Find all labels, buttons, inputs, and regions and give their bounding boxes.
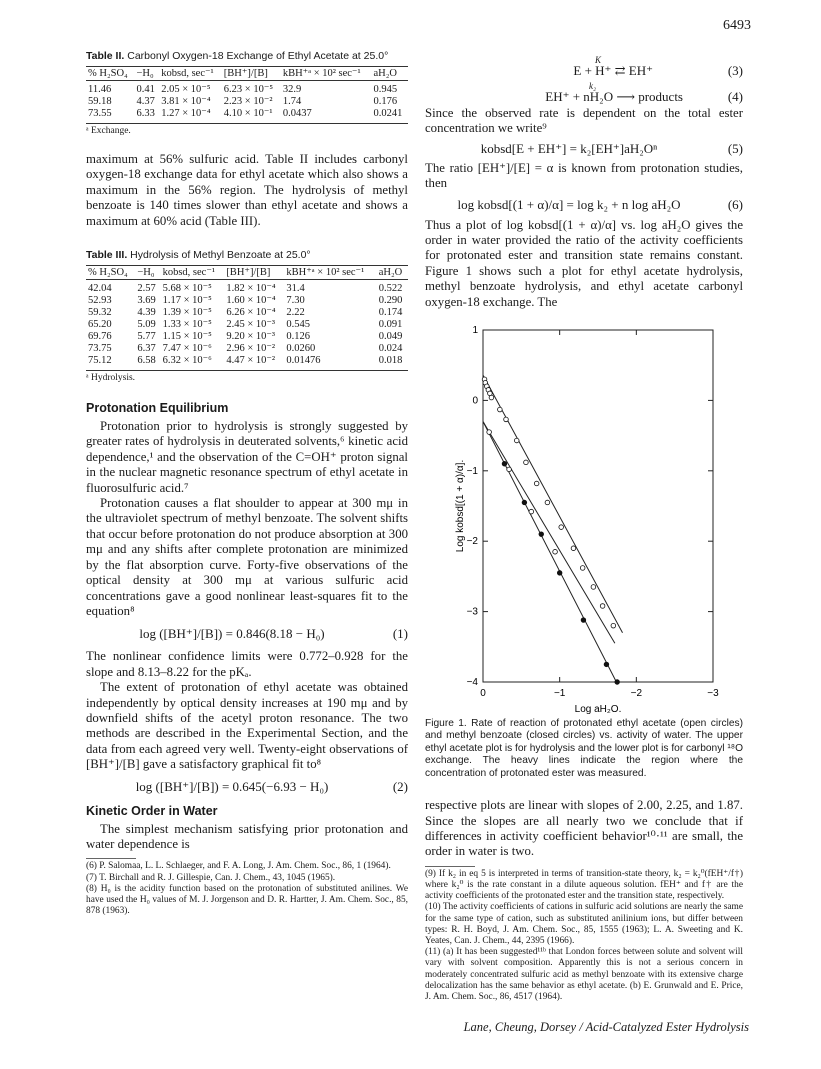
- equation-1: [86, 625, 408, 643]
- table-cell: 5.68 × 10⁻⁵: [162, 283, 212, 295]
- table-cell: 0.41: [136, 84, 155, 95]
- equation-3: [425, 55, 743, 80]
- figure-1: [425, 326, 743, 716]
- table-cell: 2.23 × 10⁻²: [223, 96, 273, 107]
- equation-1-text: log ([BH⁺]/[B]) = 0.846(8.18 − H₀): [139, 626, 325, 642]
- table2: [86, 66, 408, 124]
- table-cell: 59.32: [88, 307, 112, 319]
- table-cell: 7.47 × 10⁻⁶: [162, 343, 212, 355]
- table-cell: 52.93: [88, 295, 112, 307]
- table-cell: 0.0241: [372, 108, 409, 124]
- column-header: −H₀: [135, 266, 160, 280]
- y-tick-label: −2: [466, 536, 478, 548]
- paragraph-g: Since the observed rate is dependent on the total ester concentration we write⁹: [425, 106, 743, 136]
- paragraph-j: respective plots are linear with slopes of 2.00, 2.25, and 1.87. Since the slopes are all nearly two we conclude that if differences in activity coefficient behavior¹⁰·¹¹ are small, the order in water is two.: [425, 798, 743, 859]
- footnote-7: (7) T. Birchall and R. J. Gillespie, Can. J. Chem., 43, 1045 (1965).: [86, 872, 336, 883]
- table-cell: 6.37: [137, 343, 156, 355]
- equation-4-constant: k₂: [589, 81, 597, 91]
- y-tick-label: 0: [472, 395, 478, 407]
- open-point: [507, 467, 512, 472]
- column-header: aH₂O: [372, 67, 409, 81]
- table-row: [86, 343, 408, 355]
- table-cell: 75.12: [86, 355, 135, 371]
- table-cell: 0.176: [373, 96, 398, 107]
- table-cell: 4.37: [136, 96, 155, 107]
- column-header: kBH⁺ᵃ × 10² sec⁻¹: [281, 67, 372, 81]
- fit-line: [483, 422, 615, 644]
- open-point: [489, 395, 494, 400]
- open-point: [611, 623, 616, 628]
- column-header: % H₂SO₄: [86, 266, 135, 280]
- column-header: aH₂O: [377, 266, 408, 280]
- table-cell: 9.20 × 10⁻³: [226, 331, 276, 343]
- table-cell: 5.09: [137, 319, 156, 331]
- figure-1-caption: [425, 718, 743, 780]
- open-point: [514, 438, 519, 443]
- equation-5-text: kobsd[E + EH⁺] = k₂[EH⁺]aH₂Oⁿ: [480, 140, 658, 156]
- plot-frame: [483, 330, 713, 682]
- table-row: [86, 81, 408, 97]
- closed-point: [604, 662, 609, 667]
- figure-1-plot: [425, 326, 743, 716]
- table3: [86, 265, 408, 371]
- open-point: [591, 585, 596, 590]
- fit-line: [483, 422, 616, 682]
- table-cell: 11.46: [88, 84, 112, 95]
- equation-3-number: (3): [727, 63, 743, 78]
- table3-title: Hydrolysis of Methyl Benzoate at 25.0°: [130, 249, 311, 262]
- column-header: [BH⁺]/[B]: [224, 266, 284, 280]
- open-point: [498, 407, 503, 412]
- table-cell: 65.20: [88, 319, 112, 331]
- table-cell: 69.76: [88, 331, 112, 343]
- column-header: % H₂SO₄: [86, 67, 134, 81]
- column-header: kBH⁺ᵃ × 10² sec⁻¹: [284, 266, 376, 280]
- paragraph-a: maximum at 56% sulfuric acid. Table II includes carbonyl oxygen-18 exchange data for ethyl acetate which also shows a maximum in the 56% region. The hydrolysis of methyl benzoate is 140 times slower than ethyl acetate and shows a maximum at 60% acid (Table III).: [86, 152, 408, 228]
- equation-4-text: EH⁺ + nH₂O ⟶ products: [545, 89, 683, 104]
- closed-point: [539, 532, 544, 537]
- table-cell: 2.45 × 10⁻³: [226, 319, 276, 331]
- table-cell: 4.47 × 10⁻²: [224, 355, 284, 371]
- closed-point: [581, 618, 586, 623]
- figure-caption-label: Figure 1.: [425, 718, 467, 730]
- table-cell: 0.126: [286, 331, 311, 343]
- y-tick-label: −1: [466, 465, 478, 477]
- open-point: [487, 430, 492, 435]
- table-row: [86, 355, 408, 371]
- table-cell: 0.0437: [281, 108, 372, 124]
- y-tick-label: −3: [466, 606, 478, 618]
- x-tick-label: 0: [480, 688, 486, 700]
- table-cell: 7.30: [286, 295, 305, 307]
- open-point: [534, 481, 539, 486]
- table-row: [86, 307, 408, 319]
- table-cell: 3.69: [137, 295, 156, 307]
- table-cell: 0.091: [378, 319, 403, 331]
- table-cell: 1.82 × 10⁻⁴: [226, 283, 276, 295]
- table-cell: 4.39: [137, 307, 156, 319]
- table-cell: 0.0260: [286, 343, 316, 355]
- table-cell: 1.60 × 10⁻⁴: [226, 295, 276, 307]
- figure-caption-text: Rate of reaction of protonated ethyl acetate (open circles) and methyl benzoate (closed circles) vs. activity of water. The upper ethyl acetate plot is for hydrolysis and the lower plot is for carbonyl ¹⁸O exchange. The heavy lines indicate the region where the concentration of protonated ester was measured.: [425, 718, 743, 779]
- equation-5: [425, 140, 743, 158]
- section-heading-protonation: Protonation Equilibrium: [86, 401, 229, 416]
- table-cell: 1.17 × 10⁻⁵: [162, 295, 212, 307]
- open-point: [524, 460, 529, 465]
- equation-4-number: (4): [727, 89, 743, 104]
- table-cell: 0.545: [286, 319, 311, 331]
- x-axis-label: Log aH₂O.: [574, 704, 622, 716]
- closed-point: [615, 680, 620, 685]
- table-cell: 0.945: [373, 84, 398, 95]
- left-column: [86, 50, 408, 917]
- equation-4: [425, 81, 743, 106]
- table-cell: 32.9: [282, 84, 302, 95]
- table-row: [86, 108, 408, 124]
- equation-6-text: log kobsd[(1 + α)/α] = log k₂ + n log aH₂O: [457, 196, 681, 212]
- table-cell: 4.10 × 10⁻¹: [222, 108, 281, 124]
- equation-2-text: log ([BH⁺]/[B]) = 0.645(−6.93 − H₀): [135, 778, 329, 794]
- closed-point: [502, 462, 507, 467]
- x-tick-label: −3: [707, 688, 719, 700]
- x-tick-label: −2: [630, 688, 643, 700]
- equation-6-number: (6): [727, 196, 743, 212]
- table-cell: 0.01476: [284, 355, 376, 371]
- fit-line: [483, 375, 623, 633]
- open-point: [553, 550, 558, 555]
- table-cell: 31.4: [286, 283, 305, 295]
- table2-footnote: ᵃ Exchange.: [86, 126, 131, 136]
- paragraph-f: The simplest mechanism satisfying prior protonation and water dependence is: [86, 821, 408, 851]
- section-heading-kinetic: Kinetic Order in Water: [86, 803, 218, 818]
- table-cell: 73.75: [88, 343, 112, 355]
- equation-6: [425, 196, 743, 214]
- equation-2-number: (2): [392, 778, 408, 794]
- footnote-11: (11) (a) It has been suggested¹¹ᵇ that London forces between solute and solvent will vary with solvent composition. Apparently this is not a serious concern in moderately concentrated sulfuric acid as methyl benzoate with its extensive charge delocalization has the same behavior as ethyl acetate. (b) E. Grunwald and E. Price, J. Am. Chem. Soc., 86, 4517 (1964).: [425, 947, 743, 1002]
- closed-point: [522, 500, 527, 505]
- table-cell: 59.18: [88, 96, 112, 107]
- table-row: [86, 295, 408, 307]
- table-cell: 0.522: [378, 283, 403, 295]
- table-cell: 1.33 × 10⁻⁵: [162, 319, 212, 331]
- open-point: [580, 566, 585, 571]
- y-tick-label: 1: [472, 326, 478, 337]
- footnote-9: (9) If k₂ in eq 5 is interpreted in terms of transition-state theory, k₂ = k₂⁰(fEH⁺/f†) where k₂⁰ is the rate constant in a dilute aqueous solution. fEH⁺ and f† are the activity coefficients of the protonated ester and the transition state, respectively.: [425, 868, 743, 902]
- table-cell: 6.33: [134, 108, 159, 124]
- open-point: [504, 417, 509, 422]
- table-row: [86, 319, 408, 331]
- table-cell: 6.26 × 10⁻⁴: [226, 307, 276, 319]
- table-cell: 0.024: [378, 343, 403, 355]
- table-cell: 0.049: [378, 331, 403, 343]
- table-row: [86, 331, 408, 343]
- table3-label: Table III.: [86, 249, 128, 262]
- paragraph-i: Thus a plot of log kobsd[(1 + α)/α] vs. log aH₂O gives the order in water provided the ratio of the activity coefficients for protonated ester and transition state remains constant. Figure 1 shows such a plot for ethyl acetate hydrolysis, methyl benzoate hydrolysis, and ethyl acetate carbonyl oxygen-18 exchange. The: [425, 217, 743, 309]
- table2-title: Carbonyl Oxygen-18 Exchange of Ethyl Acetate at 25.0°: [127, 50, 389, 62]
- table-cell: 3.81 × 10⁻⁴: [161, 96, 211, 107]
- table-cell: 1.15 × 10⁻⁵: [162, 331, 212, 343]
- paragraph-b: Protonation prior to hydrolysis is strongly suggested by greater rates of hydrolysis in deuterated solvents,⁶ kinetic acid dependence,¹ and the observation of the C=OH⁺ proton signal in the nuclear magnetic resonance spectrum of ethyl acetate in fluorosulfuric acid.⁷: [86, 419, 408, 495]
- table3-caption: [86, 249, 408, 262]
- table-cell: 2.05 × 10⁻⁵: [161, 84, 211, 95]
- table-cell: 6.58: [135, 355, 160, 371]
- table-cell: 2.96 × 10⁻²: [226, 343, 276, 355]
- table-cell: 6.23 × 10⁻⁵: [223, 84, 274, 95]
- footnote-8: (8) H₀ is the acidity function based on the protonation of substituted anilines. We have used the H₀ values of M. J. Jorgenson and D. R. Hartter, J. Am. Chem. Soc., 85, 878 (1963).: [86, 883, 408, 917]
- table-cell: 1.27 × 10⁻⁴: [159, 108, 222, 124]
- equation-5-number: (5): [727, 140, 743, 156]
- table2-caption: [86, 50, 408, 63]
- page-number: 6493: [723, 18, 751, 33]
- table-cell: 1.74: [282, 96, 302, 107]
- open-point: [545, 500, 550, 505]
- y-axis-label: Log kobsd[(1 + α)/α].: [455, 459, 466, 553]
- equation-3-constant: K: [595, 55, 602, 65]
- paragraph-h: The ratio [EH⁺]/[E] = α is known from protonation studies, then: [425, 160, 743, 191]
- open-point: [559, 525, 564, 530]
- table-cell: 0.018: [377, 355, 408, 371]
- table-cell: 5.77: [137, 331, 156, 343]
- table-cell: 1.39 × 10⁻⁵: [162, 307, 212, 319]
- table2-label: Table II.: [86, 50, 125, 62]
- x-tick-label: −1: [553, 688, 566, 700]
- running-footer: Lane, Cheung, Dorsey / Acid-Catalyzed Ester Hydrolysis: [463, 1020, 749, 1034]
- equation-3-text: E + H⁺ ⇄ EH⁺: [573, 63, 653, 78]
- column-header: −H₀: [134, 67, 159, 81]
- column-header: kobsd, sec⁻¹: [159, 67, 222, 81]
- equation-1-number: (1): [392, 626, 408, 642]
- right-column: [425, 50, 743, 1003]
- paragraph-e: The extent of protonation of ethyl acetate was obtained independently by optical density increases at 190 mμ and by downfield shifts of the acetyl proton resonance. The two methods are described in the Experimental Section, and the data from each agreed very well. Twenty-eight observations of [BH⁺]/[B] gave a satisfactory graphical fit to⁸: [86, 680, 408, 772]
- open-point: [600, 604, 605, 609]
- paragraph-c: Protonation causes a flat shoulder to appear at 300 mμ in the ultraviolet spectrum of methyl benzoate. The solvent shifts that occur before protonation do not produce absorption at 300 mμ and any shifts after complete protonation are minimized by the flat absorption curve. Forty-five observations of the optical density at 300 mμ at various sulfuric acid concentrations gave a good nonlinear least-squares fit to the equation⁸: [86, 496, 408, 618]
- table3-footnote: ᵃ Hydrolysis.: [86, 373, 136, 384]
- footnote-10: (10) The activity coefficients of cations in sulfuric acid solutions are nearly the same for the same type of cation, such as substituted anilinium ions, but differ between types: R. H. Boyd, J. Am. Chem. Soc., 85, 1555 (1963); L. A. Sweeting and K. Yeates, Can. J. Chem., 44, 2395 (1966).: [425, 902, 743, 946]
- table-cell: 73.55: [86, 108, 134, 124]
- equation-2: [86, 778, 408, 796]
- table-cell: 6.32 × 10⁻⁶: [161, 355, 225, 371]
- table-row: [86, 96, 408, 108]
- open-point: [571, 546, 576, 551]
- table-cell: 2.22: [286, 307, 305, 319]
- column-header: kobsd, sec⁻¹: [161, 266, 225, 280]
- footnote-6: (6) P. Salomaa, L. L. Schlaeger, and F. A. Long, J. Am. Chem. Soc., 86, 1 (1964).: [86, 861, 391, 872]
- table-row: [86, 280, 408, 296]
- table-cell: 2.57: [137, 283, 156, 295]
- column-header: [BH⁺]/[B]: [222, 67, 281, 81]
- table-cell: 0.290: [378, 295, 403, 307]
- paragraph-d: The nonlinear confidence limits were 0.772–0.928 for the slope and 8.13–8.22 for the pKₐ.: [86, 649, 408, 679]
- table-cell: 0.174: [378, 307, 403, 319]
- table-cell: 42.04: [88, 283, 112, 295]
- closed-point: [557, 571, 562, 576]
- open-point: [529, 509, 534, 514]
- y-tick-label: −4: [466, 677, 478, 689]
